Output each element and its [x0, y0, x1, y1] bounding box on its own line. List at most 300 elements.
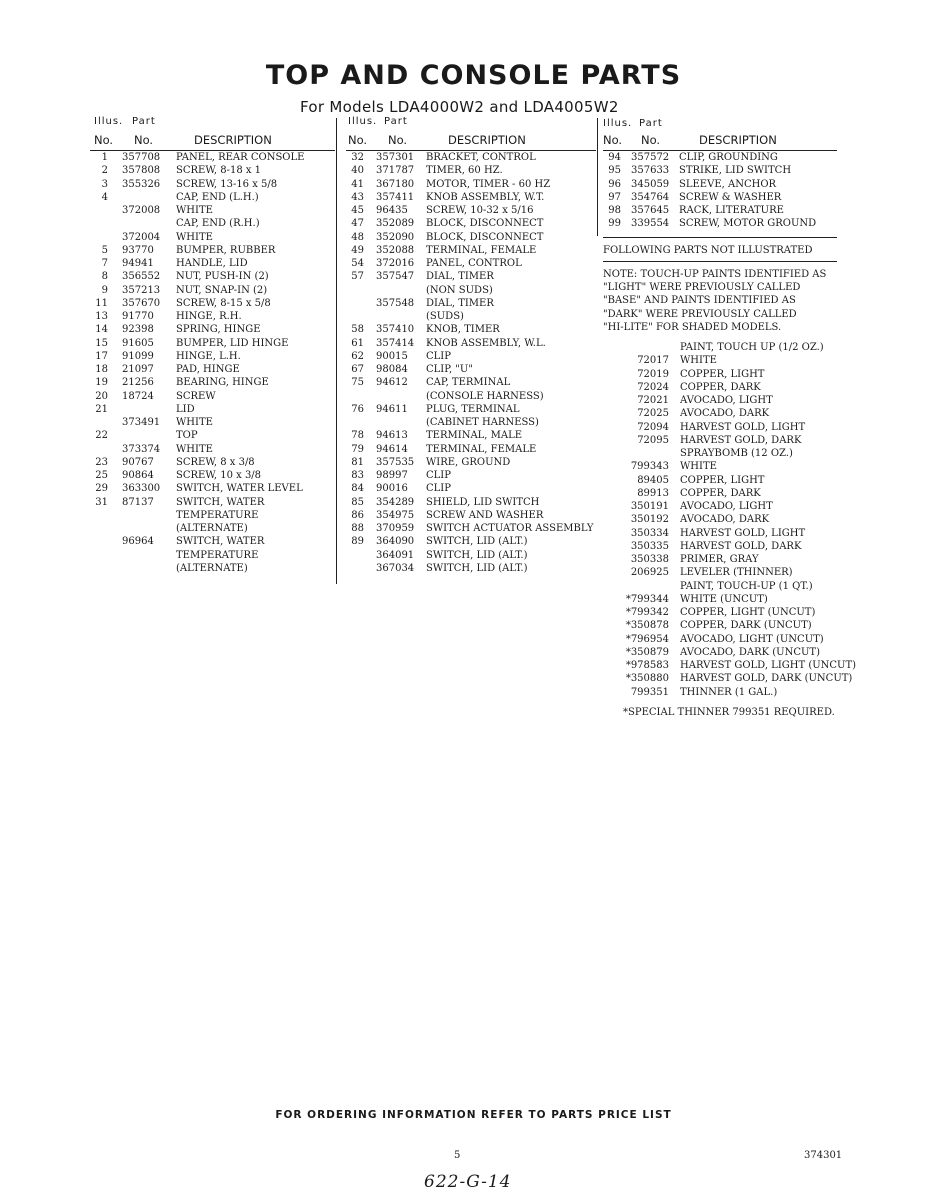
part-number: 350335	[630, 540, 669, 552]
part-row	[346, 496, 596, 509]
paint-row	[603, 672, 853, 685]
illus-number: 49	[351, 244, 364, 256]
part-number: 357808	[122, 165, 161, 177]
part-row	[90, 522, 335, 535]
illus-header: Illus.	[603, 118, 633, 129]
part-description: DIAL, TIMER	[426, 297, 494, 309]
illus-number: 15	[95, 337, 108, 349]
paint-row	[603, 566, 837, 579]
part-description: CLIP	[426, 470, 451, 481]
paint-row	[603, 394, 837, 407]
illus-number: 31	[95, 496, 108, 508]
part-description: WHITE	[176, 205, 213, 216]
part-number: 339554	[631, 218, 670, 230]
illus-number: 95	[608, 165, 621, 177]
illus-number: 17	[95, 350, 108, 362]
part-row	[90, 376, 335, 389]
paint-row	[603, 540, 837, 553]
illus-number: 79	[351, 443, 364, 455]
part-description: COPPER, LIGHT	[680, 368, 765, 380]
part-row	[346, 469, 596, 482]
part-number: 96964	[122, 536, 154, 548]
part-row	[346, 204, 596, 217]
paint-row	[603, 354, 837, 367]
part-description: COPPER, DARK	[680, 487, 761, 499]
part-row	[90, 244, 335, 257]
part-row	[346, 270, 596, 283]
part-description: (NON SUDS)	[426, 284, 493, 296]
part-description: WHITE	[176, 417, 213, 428]
not-illustrated-heading: FOLLOWING PARTS NOT ILLUSTRATED	[603, 244, 813, 256]
part-description: HARVEST GOLD, DARK	[680, 540, 802, 552]
illus-number: 58	[351, 324, 364, 336]
illus-number: 2	[101, 165, 108, 177]
part-number: *978583	[625, 660, 669, 671]
part-description: COPPER, LIGHT (UNCUT)	[680, 607, 816, 618]
part-number: 352089	[376, 218, 415, 230]
part-number: 72095	[637, 434, 669, 446]
paint-row	[603, 593, 837, 606]
part-number: 90767	[122, 456, 154, 468]
part-row	[90, 297, 335, 310]
part-description: HINGE, L.H.	[176, 350, 241, 362]
part-description: TERMINAL, FEMALE	[426, 244, 537, 256]
part-description: MOTOR, TIMER - 60 HZ	[426, 178, 551, 190]
part-row	[603, 164, 837, 177]
part-description: PAINT, TOUCH-UP (1 QT.)	[680, 580, 813, 592]
part-number: 354764	[631, 191, 670, 203]
part-number: 371787	[376, 165, 415, 177]
part-number: 21256	[122, 377, 154, 389]
part-row	[90, 310, 335, 323]
paint-row	[603, 646, 837, 659]
part-description: HARVEST GOLD, DARK	[680, 434, 802, 446]
illus-number: 62	[351, 350, 364, 362]
part-description: (CONSOLE HARNESS)	[426, 390, 544, 402]
part-number: 799343	[630, 461, 669, 473]
part-number: 799351	[630, 686, 669, 698]
part-number: 72025	[637, 408, 669, 420]
part-description: PANEL, CONTROL	[426, 258, 522, 269]
part-no-header: No.	[641, 133, 661, 147]
part-row	[346, 151, 596, 164]
illus-number: 9	[101, 284, 108, 296]
part-description: AVOCADO, DARK (UNCUT)	[680, 646, 820, 658]
part-number: 364091	[376, 549, 415, 561]
part-description: WHITE	[176, 231, 213, 243]
part-row	[90, 178, 335, 191]
part-description: TEMPERATURE	[176, 509, 259, 521]
part-number: 91099	[122, 350, 154, 362]
part-row	[346, 231, 596, 244]
part-number: 21097	[122, 364, 154, 375]
part-description: HARVEST GOLD, LIGHT	[680, 421, 806, 433]
part-row	[90, 456, 335, 469]
part-number: 91770	[122, 311, 154, 322]
part-description: COPPER, DARK	[680, 381, 761, 393]
part-description: LEVELER (THINNER)	[680, 567, 793, 579]
part-description: TERMINAL, FEMALE	[426, 443, 537, 455]
part-number: 89405	[637, 474, 669, 486]
part-description: KNOB ASSEMBLY, W.L.	[426, 337, 546, 349]
part-row	[346, 416, 596, 429]
parts-list	[90, 151, 335, 575]
part-description: RACK, LITERATURE	[679, 205, 784, 216]
part-number: 96435	[376, 205, 408, 216]
part-row	[90, 562, 335, 575]
note-line: "DARK" WERE PREVIOUSLY CALLED	[603, 308, 797, 320]
document-number: 374301	[804, 1150, 843, 1161]
part-description: SPRING, HINGE	[176, 324, 261, 336]
illus-number: 8	[101, 271, 108, 283]
special-thinner-note: *SPECIAL THINNER 799351 REQUIRED.	[623, 706, 835, 718]
paint-row	[603, 474, 837, 487]
part-row	[346, 562, 596, 575]
part-description: BEARING, HINGE	[176, 377, 269, 389]
ordering-footer: FOR ORDERING INFORMATION REFER TO PARTS PRICE LIST	[275, 1109, 672, 1121]
part-row	[346, 535, 596, 548]
paint-note	[603, 268, 837, 334]
column-header	[603, 116, 837, 150]
part-row	[346, 443, 596, 456]
part-number: 367034	[376, 562, 415, 574]
description-header: DESCRIPTION	[699, 133, 777, 147]
part-number: 357535	[376, 456, 415, 468]
part-row	[346, 350, 596, 363]
part-number: 72094	[637, 421, 669, 433]
note-line: "BASE" AND PAINTS IDENTIFIED AS	[603, 295, 796, 307]
part-row	[346, 376, 596, 389]
part-number: 357410	[376, 324, 415, 336]
part-number: 372004	[122, 231, 161, 243]
part-description: COPPER, DARK (UNCUT)	[680, 620, 812, 632]
part-row	[90, 390, 335, 403]
part-header: Part	[132, 116, 156, 127]
part-number: 94941	[122, 258, 154, 269]
part-number: 350192	[630, 514, 669, 526]
part-description: KNOB ASSEMBLY, W.T.	[426, 191, 545, 203]
illus-number: 83	[351, 470, 364, 481]
part-row	[346, 164, 596, 177]
part-number: 350338	[630, 554, 669, 565]
part-number: 357411	[376, 191, 415, 203]
part-number: 93770	[122, 244, 154, 256]
part-description: KNOB, TIMER	[426, 324, 500, 336]
section-rule	[603, 237, 837, 238]
part-description: SCREW, MOTOR GROUND	[679, 218, 817, 230]
part-row	[90, 416, 335, 429]
part-number: 206925	[630, 567, 669, 579]
illus-no-header: No.	[94, 133, 114, 147]
part-row	[90, 535, 335, 548]
illus-number: 78	[351, 430, 364, 442]
part-description: WHITE	[680, 461, 717, 473]
part-description: (ALTERNATE)	[176, 523, 248, 534]
illus-number: 47	[351, 218, 364, 230]
part-row	[346, 178, 596, 191]
illus-number: 5	[101, 244, 108, 256]
part-description: BUMPER, RUBBER	[176, 244, 276, 256]
part-description: TERMINAL, MALE	[426, 430, 523, 442]
part-description: WHITE	[680, 355, 717, 367]
part-number: 355326	[122, 178, 161, 190]
part-header: Part	[639, 118, 663, 129]
part-description: SPRAYBOMB (12 OZ.)	[680, 448, 793, 459]
paint-row	[603, 580, 837, 593]
part-description: SCREW, 10 x 3/8	[176, 470, 262, 481]
part-description: TIMER, 60 HZ.	[426, 165, 503, 177]
illus-number: 43	[351, 191, 364, 203]
part-number: 72024	[637, 381, 669, 393]
part-description: SWITCH, LID (ALT.)	[426, 536, 528, 548]
illus-number: 7	[101, 258, 108, 269]
part-description: SLEEVE, ANCHOR	[679, 178, 777, 190]
part-description: AVOCADO, LIGHT	[680, 395, 773, 406]
paint-row	[603, 421, 837, 434]
part-description: BRACKET, CONTROL	[426, 152, 536, 163]
part-description: SWITCH ACTUATOR ASSEMBLY	[426, 523, 594, 534]
part-row	[90, 284, 335, 297]
page-title: TOP AND CONSOLE PARTS	[265, 60, 682, 91]
part-row	[90, 363, 335, 376]
part-number: *799344	[625, 593, 669, 605]
illus-number: 14	[95, 324, 108, 336]
part-number: 357301	[376, 152, 415, 163]
part-row	[90, 443, 335, 456]
part-number: 363300	[122, 483, 161, 495]
part-description: LID	[176, 403, 195, 415]
part-row	[90, 217, 335, 230]
part-number: 370959	[376, 523, 415, 534]
illus-number: 18	[95, 364, 108, 375]
part-description: SHIELD, LID SWITCH	[426, 496, 540, 508]
part-number: 356552	[122, 271, 161, 283]
illus-number: 48	[351, 231, 364, 243]
part-description: SCREW & WASHER	[679, 191, 782, 203]
paint-row	[603, 381, 837, 394]
part-row	[346, 217, 596, 230]
illus-number: 75	[351, 377, 364, 389]
illus-number: 41	[351, 178, 364, 190]
illus-number: 67	[351, 364, 364, 375]
part-number: 352088	[376, 244, 415, 256]
part-description: PRIMER, GRAY	[680, 554, 759, 565]
illus-number: 98	[608, 205, 621, 216]
part-row	[346, 549, 596, 562]
part-description: PAD, HINGE	[176, 364, 240, 375]
part-description: WIRE, GROUND	[426, 456, 511, 468]
part-number: 90864	[122, 470, 154, 481]
parts-list	[346, 151, 596, 575]
page-subtitle: For Models LDA4000W2 and LDA4005W2	[300, 98, 619, 116]
part-row	[90, 204, 335, 217]
column-header	[346, 116, 596, 150]
part-description: TOP	[176, 430, 198, 442]
part-number: 352090	[376, 231, 415, 243]
part-description: SCREW, 8 x 3/8	[176, 456, 255, 468]
part-row	[603, 204, 837, 217]
part-description: CLIP	[426, 350, 451, 362]
part-number: 92398	[122, 324, 154, 336]
parts-column-1	[90, 116, 335, 575]
part-description: SCREW, 13-16 x 5/8	[176, 178, 278, 190]
illus-number: 86	[351, 509, 364, 521]
part-number: 372008	[122, 205, 161, 216]
page-number: 5	[454, 1150, 461, 1161]
paint-row	[603, 487, 837, 500]
parts-list	[603, 151, 837, 231]
part-number: 94612	[376, 377, 408, 389]
illus-number: 11	[95, 297, 108, 309]
part-row	[346, 429, 596, 442]
part-row	[90, 429, 335, 442]
part-description: SCREW, 10-32 x 5/16	[426, 205, 534, 216]
illus-number: 19	[95, 377, 108, 389]
part-description: NUT, SNAP-IN (2)	[176, 284, 268, 296]
part-row	[603, 178, 837, 191]
part-row	[346, 456, 596, 469]
paint-row	[603, 527, 837, 540]
illus-number: 96	[608, 178, 621, 190]
illus-number: 20	[95, 390, 108, 402]
illus-no-header: No.	[603, 133, 623, 147]
part-description: AVOCADO, DARK	[680, 514, 770, 526]
part-description: CLIP, "U"	[426, 364, 473, 375]
part-row	[346, 191, 596, 204]
part-description: HARVEST GOLD, LIGHT	[680, 527, 806, 539]
part-description: CAP, END (L.H.)	[176, 191, 259, 203]
illus-number: 25	[95, 470, 108, 481]
part-row	[90, 469, 335, 482]
part-number: 357572	[631, 152, 670, 163]
illus-number: 89	[351, 536, 364, 548]
part-description: WHITE	[176, 443, 213, 455]
part-number: *799342	[625, 607, 669, 618]
part-row	[346, 363, 596, 376]
parts-column-2	[346, 116, 596, 575]
part-description: SCREW AND WASHER	[426, 509, 544, 521]
part-description: COPPER, LIGHT	[680, 474, 765, 486]
column-divider	[336, 118, 337, 584]
part-description: HARVEST GOLD, DARK (UNCUT)	[680, 673, 853, 685]
part-row	[603, 151, 837, 164]
part-row	[346, 257, 596, 270]
part-row	[90, 270, 335, 283]
part-number: 90016	[376, 483, 408, 495]
paint-row	[603, 619, 837, 632]
part-row	[90, 151, 335, 164]
paint-row	[603, 606, 837, 619]
illus-number: 32	[351, 152, 364, 163]
part-description: CAP, TERMINAL	[426, 377, 511, 389]
part-number: 364090	[376, 536, 415, 548]
part-number: 357633	[631, 165, 670, 177]
part-no-header: No.	[388, 133, 408, 147]
part-description: AVOCADO, LIGHT	[680, 501, 773, 512]
illus-number: 88	[351, 523, 364, 534]
part-description: SWITCH, WATER	[176, 496, 265, 508]
illus-number: 57	[351, 271, 364, 283]
part-number: 357547	[376, 271, 415, 283]
paint-list	[603, 341, 857, 699]
paint-row	[603, 553, 837, 566]
part-description: THINNER (1 GAL.)	[680, 686, 778, 698]
part-number: 72017	[637, 355, 669, 367]
part-no-header: No.	[134, 133, 154, 147]
part-description: (CABINET HARNESS)	[426, 417, 539, 428]
illus-header: Illus.	[348, 116, 378, 127]
part-number: 94611	[376, 403, 408, 415]
part-number: 367180	[376, 178, 415, 190]
part-number: 357213	[122, 284, 161, 296]
part-description: HARVEST GOLD, LIGHT (UNCUT)	[680, 660, 857, 671]
part-number: 87137	[122, 496, 154, 508]
part-number: 91605	[122, 337, 154, 349]
part-number: 357645	[631, 205, 670, 216]
part-row	[603, 217, 837, 230]
part-header: Part	[384, 116, 408, 127]
paint-row	[603, 500, 837, 513]
part-description: PAINT, TOUCH UP (1/2 OZ.)	[680, 342, 824, 353]
paint-row	[603, 686, 837, 699]
illus-number: 54	[351, 258, 364, 269]
part-row	[346, 509, 596, 522]
part-row	[90, 191, 335, 204]
part-row	[90, 350, 335, 363]
part-description: SWITCH, WATER LEVEL	[176, 483, 303, 495]
illus-number: 23	[95, 456, 108, 468]
part-description: WHITE (UNCUT)	[680, 593, 768, 605]
part-number: 373491	[122, 417, 161, 428]
note-line: NOTE: TOUCH-UP PAINTS IDENTIFIED AS	[603, 268, 827, 280]
illus-number: 40	[351, 165, 364, 177]
part-description: BLOCK, DISCONNECT	[426, 218, 544, 230]
note-line: "LIGHT" WERE PREVIOUSLY CALLED	[603, 282, 801, 293]
paint-row	[603, 659, 857, 672]
part-number: 89913	[637, 487, 669, 499]
handwritten-note: 622-G-14	[424, 1172, 512, 1192]
part-row	[346, 522, 596, 535]
part-row	[90, 482, 335, 495]
part-number: 350334	[630, 527, 669, 539]
note-line: "HI-LITE" FOR SHADED MODELS.	[603, 321, 782, 333]
illus-number: 22	[95, 430, 108, 442]
part-description: SWITCH, LID (ALT.)	[426, 549, 528, 561]
illus-header: Illus.	[94, 116, 124, 127]
paint-row	[603, 513, 837, 526]
part-description: (SUDS)	[426, 311, 464, 322]
part-row	[90, 337, 335, 350]
part-description: BLOCK, DISCONNECT	[426, 231, 544, 243]
illus-number: 97	[608, 191, 621, 203]
part-row	[346, 244, 596, 257]
part-row	[346, 284, 596, 297]
illus-number: 1	[101, 152, 108, 163]
description-header: DESCRIPTION	[194, 133, 272, 147]
part-description: SCREW	[176, 390, 216, 402]
part-number: *796954	[625, 633, 669, 645]
part-description: TEMPERATURE	[176, 549, 259, 561]
illus-number: 81	[351, 456, 364, 468]
illus-number: 29	[95, 483, 108, 495]
part-row	[90, 323, 335, 336]
part-row	[346, 323, 596, 336]
part-number: 98997	[376, 470, 408, 481]
paint-row	[603, 341, 837, 354]
part-number: 350191	[630, 501, 669, 512]
paint-row	[603, 407, 837, 420]
illus-number: 84	[351, 483, 364, 495]
